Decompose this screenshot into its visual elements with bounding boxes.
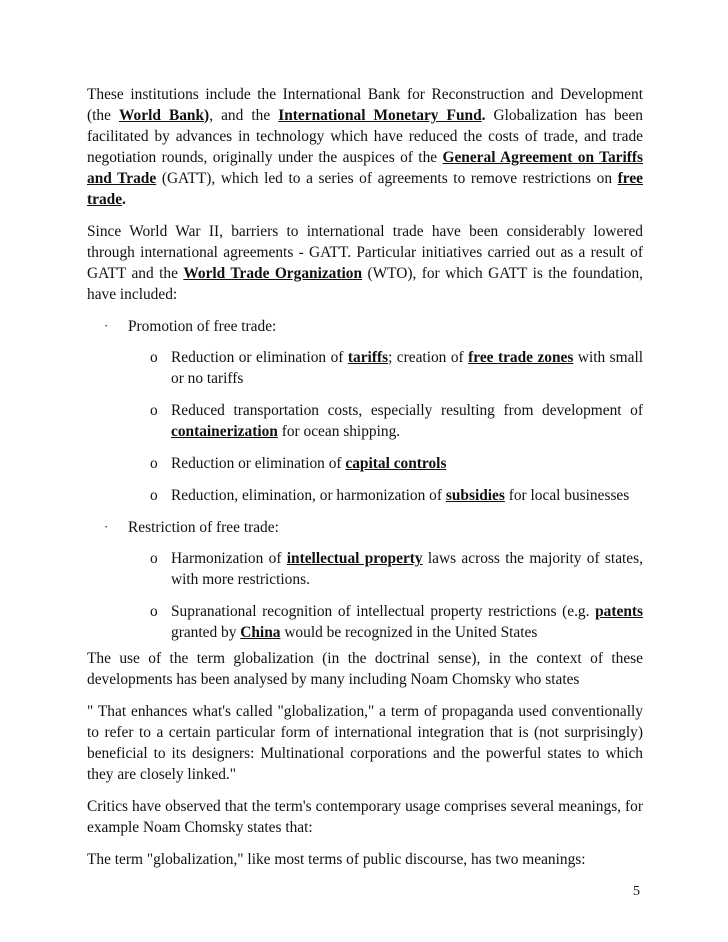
list-item: o Reduction or elimination of capital controls [150,455,447,472]
list-item: o Reduction or elimination of tariffs; creation of free trade zones with small or no tariffs [150,349,644,387]
link-china[interactable]: China [240,624,281,641]
paragraph-critics: Critics have observed that the term's contemporary usage comprises several meanings, for example Noam Chomsky states that: [87,798,643,836]
list-heading: Restriction of free trade: [128,519,279,536]
link-wto[interactable]: World Trade Organization [183,265,363,282]
list-item: o Harmonization of intellectual property laws across the majority of states, with more restrictions. [150,550,643,588]
list-item: o Supranational recognition of intellectual property restrictions (e.g. patents granted by China would be recognized in the United States [150,603,643,641]
link-gatt[interactable]: General Agreement on Tariffs and Trade [87,149,644,187]
bullet-dot: · [104,318,109,333]
page-body [87,84,643,881]
list-item [87,517,643,538]
bullet-circle: o [150,349,158,366]
paragraph-term: The term "globalization," like most terms of public discourse, has two meanings: [87,851,586,868]
paragraph-quote: " That enhances what's called "globalization," a term of propaganda used conventionally to refer to a certain particular form of international integration that is (not surprisingly) beneficial to its designers: Multinational corporations and the powerful states to which they are closely linked." [87,703,643,783]
list-item: o Reduced transportation costs, especially resulting from development of containerization for ocean shipping. [150,402,643,440]
bullet-dot: · [104,519,109,534]
bullet-circle: o [150,487,158,504]
link-subsidies[interactable]: subsidies [445,487,505,504]
bullet-circle: o [150,402,158,419]
page-number: 5 [633,884,640,899]
closing-paren: ) [204,107,210,124]
bullet-circle: o [150,603,158,620]
period: . [481,107,486,124]
paragraph-institutions: These institutions include the International Bank for Reconstruction and Development (the World Bank), and the International Monetary Fund. Globalization has been facilitated by advances in technology which have reduced the costs of trade, and trade negotiation rounds, originally under the auspices of the General Agreement on Tariffs and Trade (GATT), which led to a series of agreements to remove restrictions on free trade. [87,86,644,208]
link-free-trade[interactable]: free trade [87,170,643,208]
link-world-bank[interactable]: World Bank [119,107,205,124]
bullet-circle: o [150,550,158,567]
list-item [87,316,643,337]
list-heading: Promotion of free trade: [128,318,277,335]
link-free-trade-zones[interactable]: free trade zones [468,349,574,366]
link-tariffs[interactable]: tariffs [347,349,389,366]
paragraph-wto: Since World War II, barriers to international trade have been considerably lowered through international agreements - GATT. Particular initiatives carried out as a result of GATT and the World Trade Organization (WTO), for which GATT is the foundation, have included: [87,223,644,303]
bullet-circle: o [150,455,158,472]
link-containerization[interactable]: containerization [171,423,278,440]
paragraph-chomsky-intro: The use of the term globalization (in the doctrinal sense), in the context of these developments has been analysed by many including Noam Chomsky who states [87,650,643,688]
link-imf[interactable]: International Monetary Fund [278,107,482,124]
link-capital-controls[interactable]: capital controls [345,455,447,472]
link-patents[interactable]: patents [595,603,643,620]
list-item: o Reduction, elimination, or harmonization of subsidies for local businesses [150,487,630,504]
link-intellectual-property[interactable]: intellectual property [286,550,423,567]
